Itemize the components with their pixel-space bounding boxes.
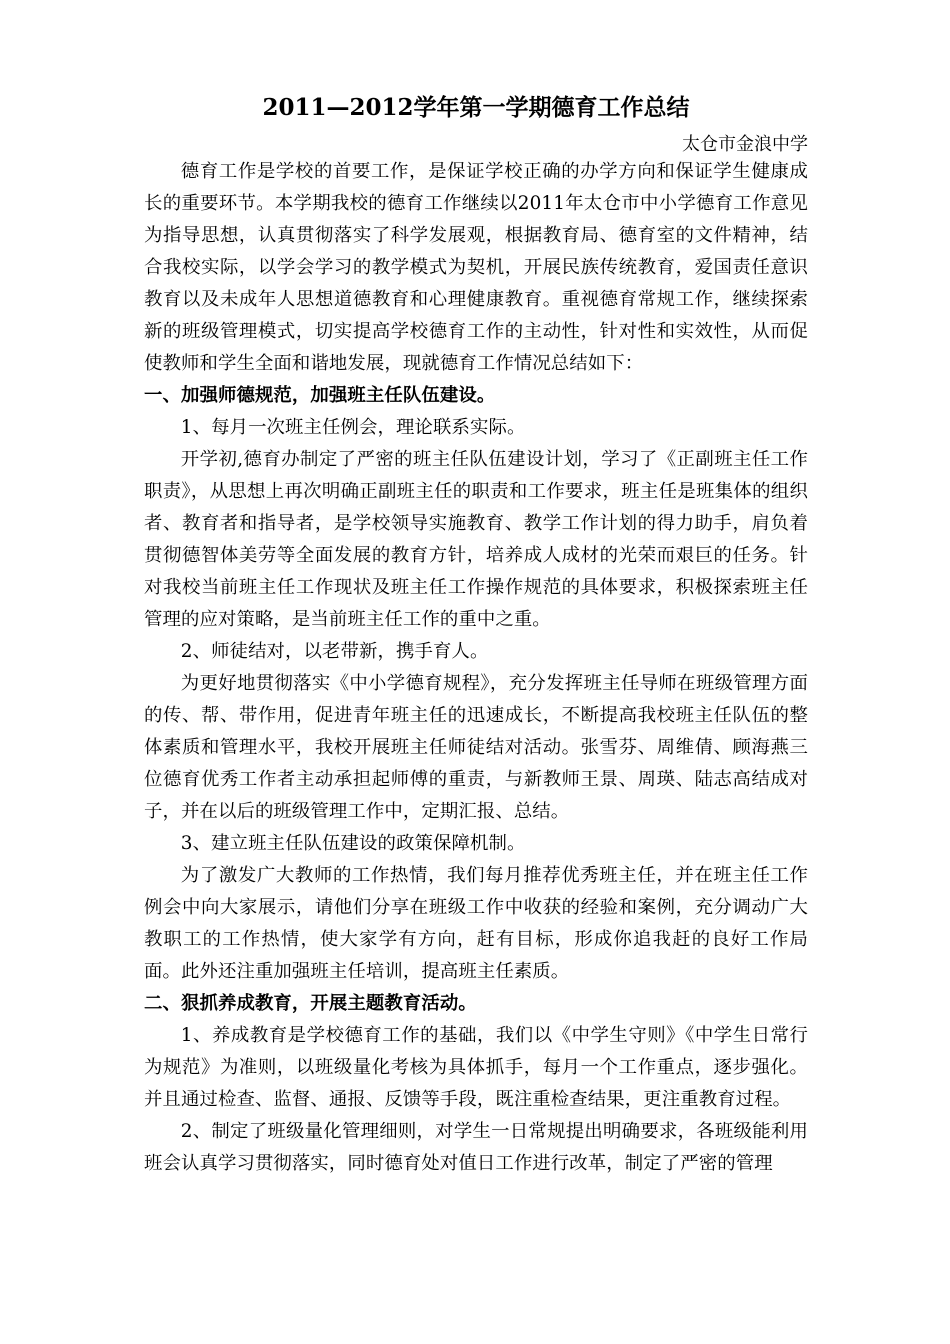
- intro-paragraph: 德育工作是学校的首要工作，是保证学校正确的办学方向和保证学生健康成长的重要环节。本学期我校的德育工作继续以2011年太仓市中小学德育工作意见为指导思想，认真贯彻落实了科学发展观，根据教育局、德育室的文件精神，结合我校实际，以学会学习的教学模式为契机，开展民族传统教育，爱国责任意识教育以及未成年人思想道德教育和心理健康教育。重视德育常规工作，继续探索新的班级管理模式，切实提高学校德育工作的主动性，针对性和实效性，从而促使教师和学生全面和谐地发展，现就德育工作情况总结如下：: [144, 161, 808, 374]
- document-page: [144, 88, 808, 1180]
- section-2-item-1: 1、养成教育是学校德育工作的基础，我们以《中学生守则》《中学生日常行为规范》为准则，以班级量化考核为具体抓手，每月一个工作重点，逐步强化。并且通过检查、监督、通报、反馈等手段，既注重检查结果，更注重教育过程。: [144, 1025, 808, 1110]
- section-1-item-2-title: 2、师徒结对，以老带新，携手育人。: [180, 641, 489, 662]
- document-body: [144, 156, 808, 1180]
- document-author: 太仓市金浪中学: [682, 134, 808, 155]
- section-1-heading: 一、加强师德规范，加强班主任队伍建设。: [144, 385, 496, 406]
- section-1-item-1-body: 开学初,德育办制定了严密的班主任队伍建设计划，学习了《正副班主任工作职责》，从思想上再次明确正副班主任的职责和工作要求，班主任是班集体的组织者、教育者和指导者，是学校领导实施教育、教学工作计划的得力助手，肩负着贯彻德智体美劳等全面发展的教育方针，培养成人成材的光荣而艰巨的任务。针对我校当前班主任工作现状及班主任工作操作规范的具体要求，积极探索班主任管理的应对策略，是当前班主任工作的重中之重。: [144, 449, 808, 630]
- section-1-item-1-title: 1、每月一次班主任例会，理论联系实际。: [180, 417, 526, 438]
- section-1-item-3-body: 为了激发广大教师的工作热情，我们每月推荐优秀班主任，并在班主任工作例会中向大家展示，请他们分享在班级工作中收获的经验和案例，充分调动广大教职工的工作热情，使大家学有方向，赶有目标，形成你追我赶的良好工作局面。此外还注重加强班主任培训，提高班主任素质。: [144, 865, 808, 982]
- section-1-item-3-title: 3、建立班主任队伍建设的政策保障机制。: [180, 833, 526, 854]
- section-1-item-2-body: 为更好地贯彻落实《中小学德育规程》，充分发挥班主任导师在班级管理方面的传、帮、带作用，促进青年班主任的迅速成长，不断提高我校班主任队伍的整体素质和管理水平，我校开展班主任师徒结对活动。张雪芬、周维倩、顾海燕三位德育优秀工作者主动承担起师傅的重责，与新教师王景、周瑛、陆志高结成对子，并在以后的班级管理工作中，定期汇报、总结。: [144, 673, 808, 822]
- document-title: 2011—2012学年第一学期德育工作总结: [262, 94, 690, 121]
- section-2-heading: 二、狠抓养成教育，开展主题教育活动。: [144, 993, 477, 1014]
- section-2-item-2: 2、制定了班级量化管理细则，对学生一日常规提出明确要求，各班级能利用班会认真学习贯彻落实，同时德育处对值日工作进行改革，制定了严密的管理: [144, 1121, 808, 1174]
